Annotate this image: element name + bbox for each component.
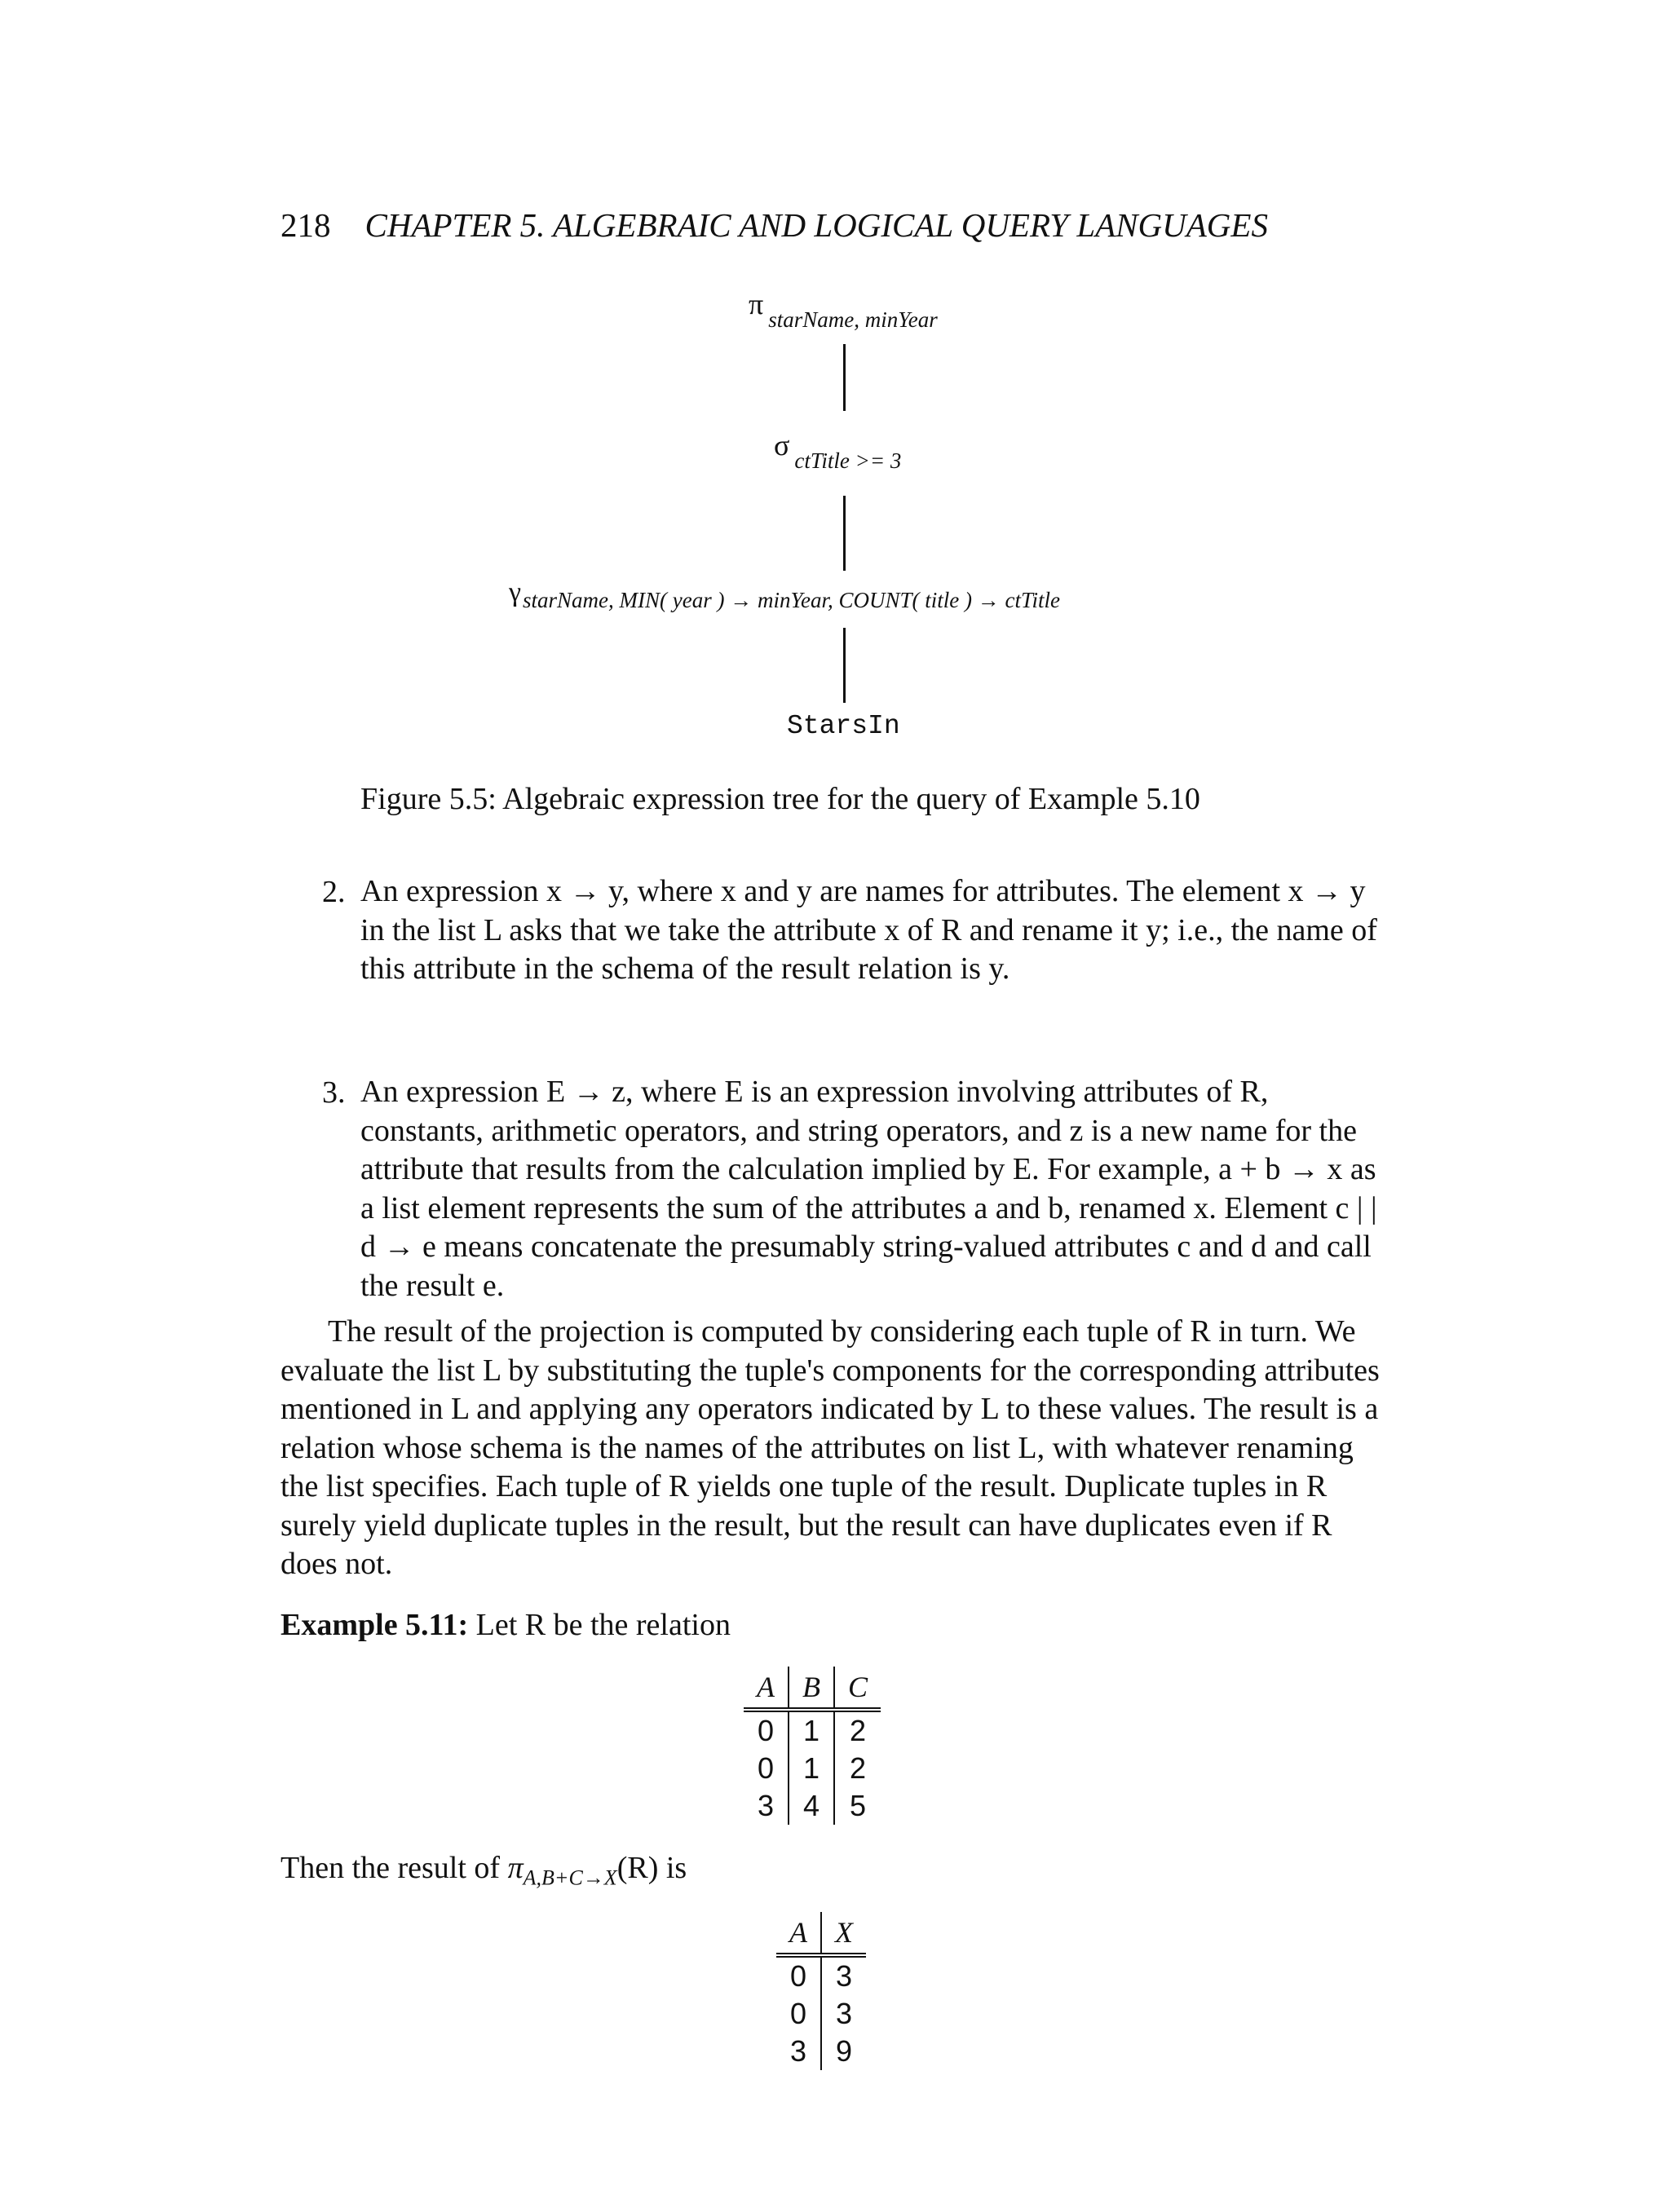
tree-edge-2 (843, 496, 846, 571)
table-header-row (744, 1667, 881, 1710)
tree-edge-1 (843, 344, 846, 411)
column-header: C (834, 1667, 881, 1710)
list-item-number: 2. (322, 875, 346, 909)
tree-edge-3 (843, 628, 846, 703)
sigma-symbol: σ (774, 429, 790, 461)
page-number: 218 (281, 206, 331, 244)
leaf-relation: StarsIn (787, 711, 900, 741)
projection-attributes: starName, minYear (768, 307, 938, 332)
table-cell: 1 (789, 1710, 834, 1750)
column-header: B (789, 1667, 834, 1710)
grouping-list: starName, MIN( year ) → minYear, COUNT( title ) → ctTitle (523, 588, 1061, 612)
table-row (776, 1995, 866, 2033)
projection-subscript: A,B+C→X (523, 1865, 617, 1890)
table-cell: 2 (834, 1750, 881, 1787)
table-cell: 0 (789, 1959, 807, 1993)
example-intro: Let R be the relation (475, 1608, 731, 1642)
selection-node (774, 428, 902, 473)
table-row (744, 1787, 881, 1825)
table-cell: 3 (789, 2034, 807, 2068)
table-header-row (776, 1912, 866, 1955)
example-label: Example 5.11: (281, 1608, 469, 1642)
relation-r-table (744, 1667, 881, 1825)
table-cell: 0 (789, 1997, 807, 2030)
projection-expression (507, 1851, 617, 1890)
result-intro (281, 1849, 687, 1897)
table-cell: 9 (821, 2033, 866, 2070)
grouping-node (509, 577, 1061, 612)
table-cell: 3 (821, 1995, 866, 2033)
table-cell: 0 (757, 1714, 775, 1747)
column-header: A (776, 1912, 821, 1955)
list-item-number: 3. (322, 1075, 346, 1110)
table-cell: 0 (757, 1751, 775, 1785)
result-intro-text: Then the result of (281, 1851, 501, 1885)
list-item-3: An expression E → z, where E is an expression involving attributes of R, constants, arithmetic operators, and string operators, and z is a new name for the attribute that results from the calculation implied by E. For example, a + b → x as a list element represents the sum of the attributes a and b, renamed x. Element c | | d → e means concatenate the presumably string-valued attributes c and d and call the result e. (360, 1075, 1377, 1303)
example-heading (281, 1606, 731, 1645)
figure-caption: Figure 5.5: Algebraic expression tree for the query of Example 5.10 (360, 782, 1200, 816)
table-row (744, 1750, 881, 1787)
table-cell: 3 (821, 1955, 866, 1995)
table-cell: 2 (834, 1710, 881, 1750)
column-header: X (821, 1912, 866, 1955)
projection-node (749, 287, 938, 332)
result-table (776, 1912, 866, 2070)
table-row (744, 1710, 881, 1750)
chapter-title: CHAPTER 5. ALGEBRAIC AND LOGICAL QUERY LANGUAGES (364, 206, 1268, 244)
table-cell: 3 (757, 1789, 775, 1822)
table-row (776, 1955, 866, 1995)
pi-symbol: π (507, 1851, 524, 1885)
pi-symbol: π (749, 288, 764, 320)
page-header (281, 205, 1268, 245)
column-header: A (744, 1667, 789, 1710)
table-cell: 5 (834, 1787, 881, 1825)
list-item-2: An expression x → y, where x and y are names for attributes. The element x → y in the list L asks that we take the attribute x of R and rename it y; i.e., the name of this attribute in the schema of the result relation is y. (360, 874, 1377, 986)
gamma-symbol: γ (509, 577, 522, 607)
body-paragraph: The result of the projection is computed by considering each tuple of R in turn. We evaluate the list L by substituting the tuple's components for the corresponding attributes mentioned in L and applying any operators indicated by L to these values. The result is a relation whose schema is the names of the attributes on list L, with whatever renaming the list specifies. Each tuple of R yields one tuple of the result. Duplicate tuples in R surely yield duplicate tuples in the result, but the result can have duplicates even if R does not. (281, 1314, 1380, 1581)
selection-condition: ctTitle >= 3 (794, 448, 902, 473)
table-row (776, 2033, 866, 2070)
table-cell: 1 (789, 1750, 834, 1787)
result-intro-suffix: (R) is (616, 1851, 687, 1885)
table-cell: 4 (789, 1787, 834, 1825)
